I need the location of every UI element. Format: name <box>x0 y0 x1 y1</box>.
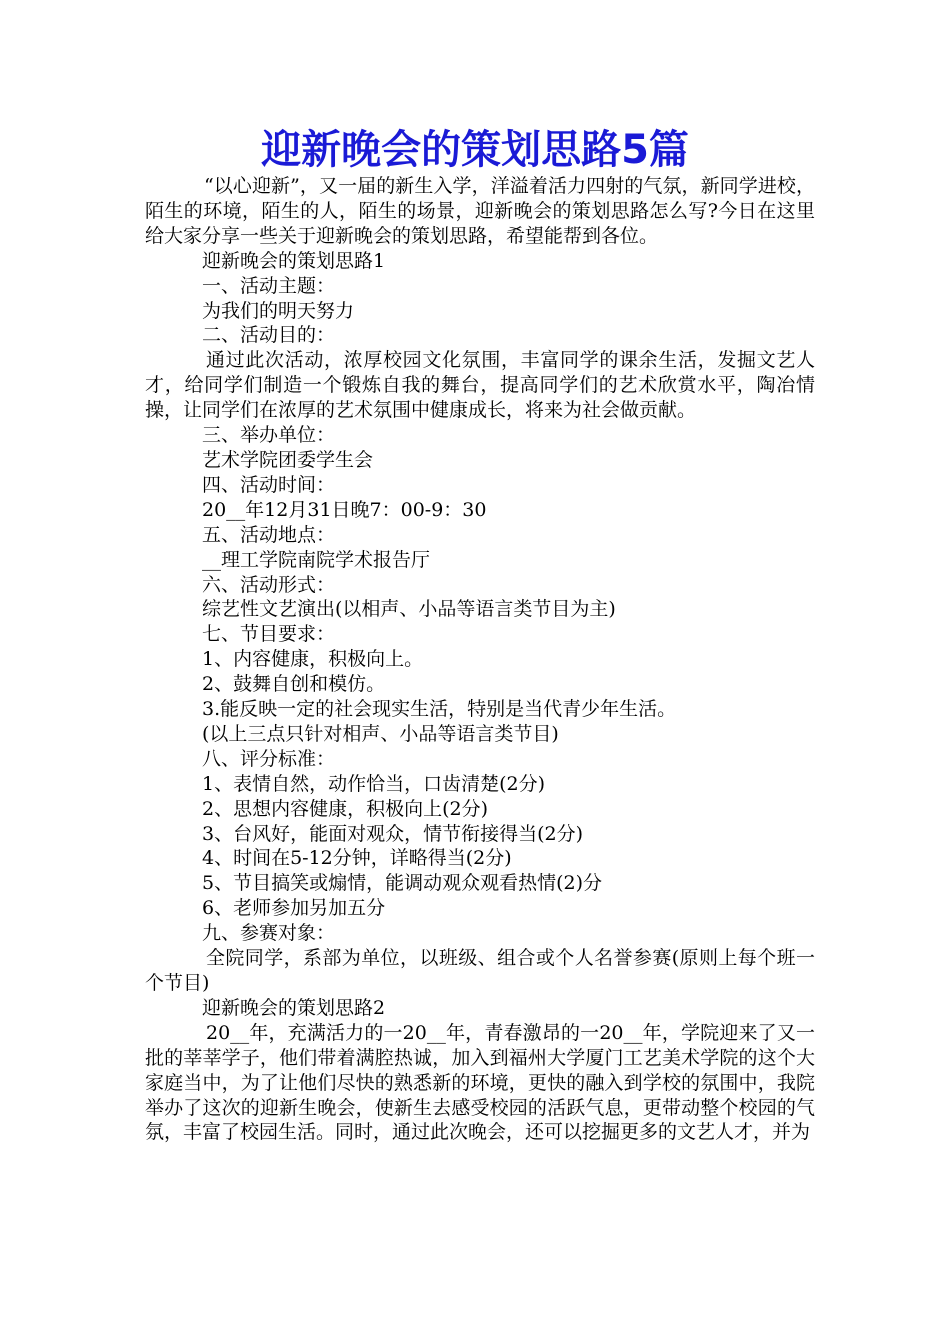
list-item: 4、时间在5-12分钟，详略得当(2分) <box>202 847 512 870</box>
body-line: (以上三点只针对相声、小品等语言类节目) <box>202 722 559 745</box>
item-heading: 二、活动目的： <box>202 324 336 347</box>
item-heading: 九、参赛对象： <box>202 922 336 945</box>
list-item: 5、节目搞笑或煽情，能调动观众观看热情(2)分 <box>202 872 603 895</box>
item-heading: 六、活动形式： <box>202 573 336 596</box>
body-line: 综艺性文艺演出(以相声、小品等语言类节目为主) <box>202 598 616 621</box>
list-item: 1、表情自然，动作恰当，口齿清楚(2分) <box>202 772 546 795</box>
list-item: 2、思想内容健康，积极向上(2分) <box>202 797 489 820</box>
list-item: 6、老师参加另加五分 <box>202 897 386 920</box>
document-title: 迎新晚会的策划思路5篇 <box>261 127 689 173</box>
item-heading: 一、活动主题： <box>202 274 336 297</box>
section-heading-1: 迎新晚会的策划思路1 <box>202 249 386 272</box>
body-paragraph: 全院同学，系部为单位，以班级、组合或个人名誉参赛(原则上每个班一个节目) <box>145 947 815 994</box>
body-paragraph: 20__年，充满活力的一20__年，青春激昂的一20__年，学院迎来了又一批的莘莘学子，他们带着满腔热诚，加入到福州大学厦门工艺美术学院的这个大家庭当中，为了让他们尽快的熟悉新的环境，更快的融入到学校的氛围中，我院举办了这次的迎新生晚会，使新生去感受校园的活跃气息，更带动整个校园的气氛，丰富了校园生活。同时，通过此次晚会，还可以挖掘更多的文艺人才，并为 <box>145 1021 815 1144</box>
item-heading: 七、节目要求： <box>202 623 336 646</box>
body-line: 为我们的明天努力 <box>202 299 355 322</box>
item-heading: 四、活动时间： <box>202 473 336 496</box>
list-item: 3、台风好，能面对观众，情节衔接得当(2分) <box>202 822 584 845</box>
body-line: 艺术学院团委学生会 <box>202 448 374 471</box>
item-heading: 八、评分标准： <box>202 747 336 770</box>
body-line: __理工学院南院学术报告厅 <box>202 548 431 571</box>
item-heading: 五、活动地点： <box>202 523 336 546</box>
body-paragraph: 通过此次活动，浓厚校园文化氛围，丰富同学的课余生活，发掘文艺人才，给同学们制造一个锻炼自我的舞台，提高同学们的艺术欣赏水平，陶冶情操，让同学们在浓厚的艺术氛围中健康成长，将来为社会做贡献。 <box>145 349 815 422</box>
list-item: 3.能反映一定的社会现实生活，特别是当代青少年生活。 <box>202 698 677 721</box>
body-line: 20__年12月31日晚7：00-9：30 <box>202 498 487 521</box>
document-body <box>145 174 815 1145</box>
section-heading-2: 迎新晚会的策划思路2 <box>202 996 386 1019</box>
list-item: 2、鼓舞自创和模仿。 <box>202 673 386 696</box>
item-heading: 三、举办单位： <box>202 424 336 447</box>
list-item: 1、内容健康，积极向上。 <box>202 648 424 671</box>
intro-paragraph: “以心迎新”，又一届的新生入学，洋溢着活力四射的气氛，新同学进校，陌生的环境，陌生的人，陌生的场景，迎新晚会的策划思路怎么写?今日在这里给大家分享一些关于迎新晚会的策划思路，希望能帮到各位。 <box>145 175 815 247</box>
